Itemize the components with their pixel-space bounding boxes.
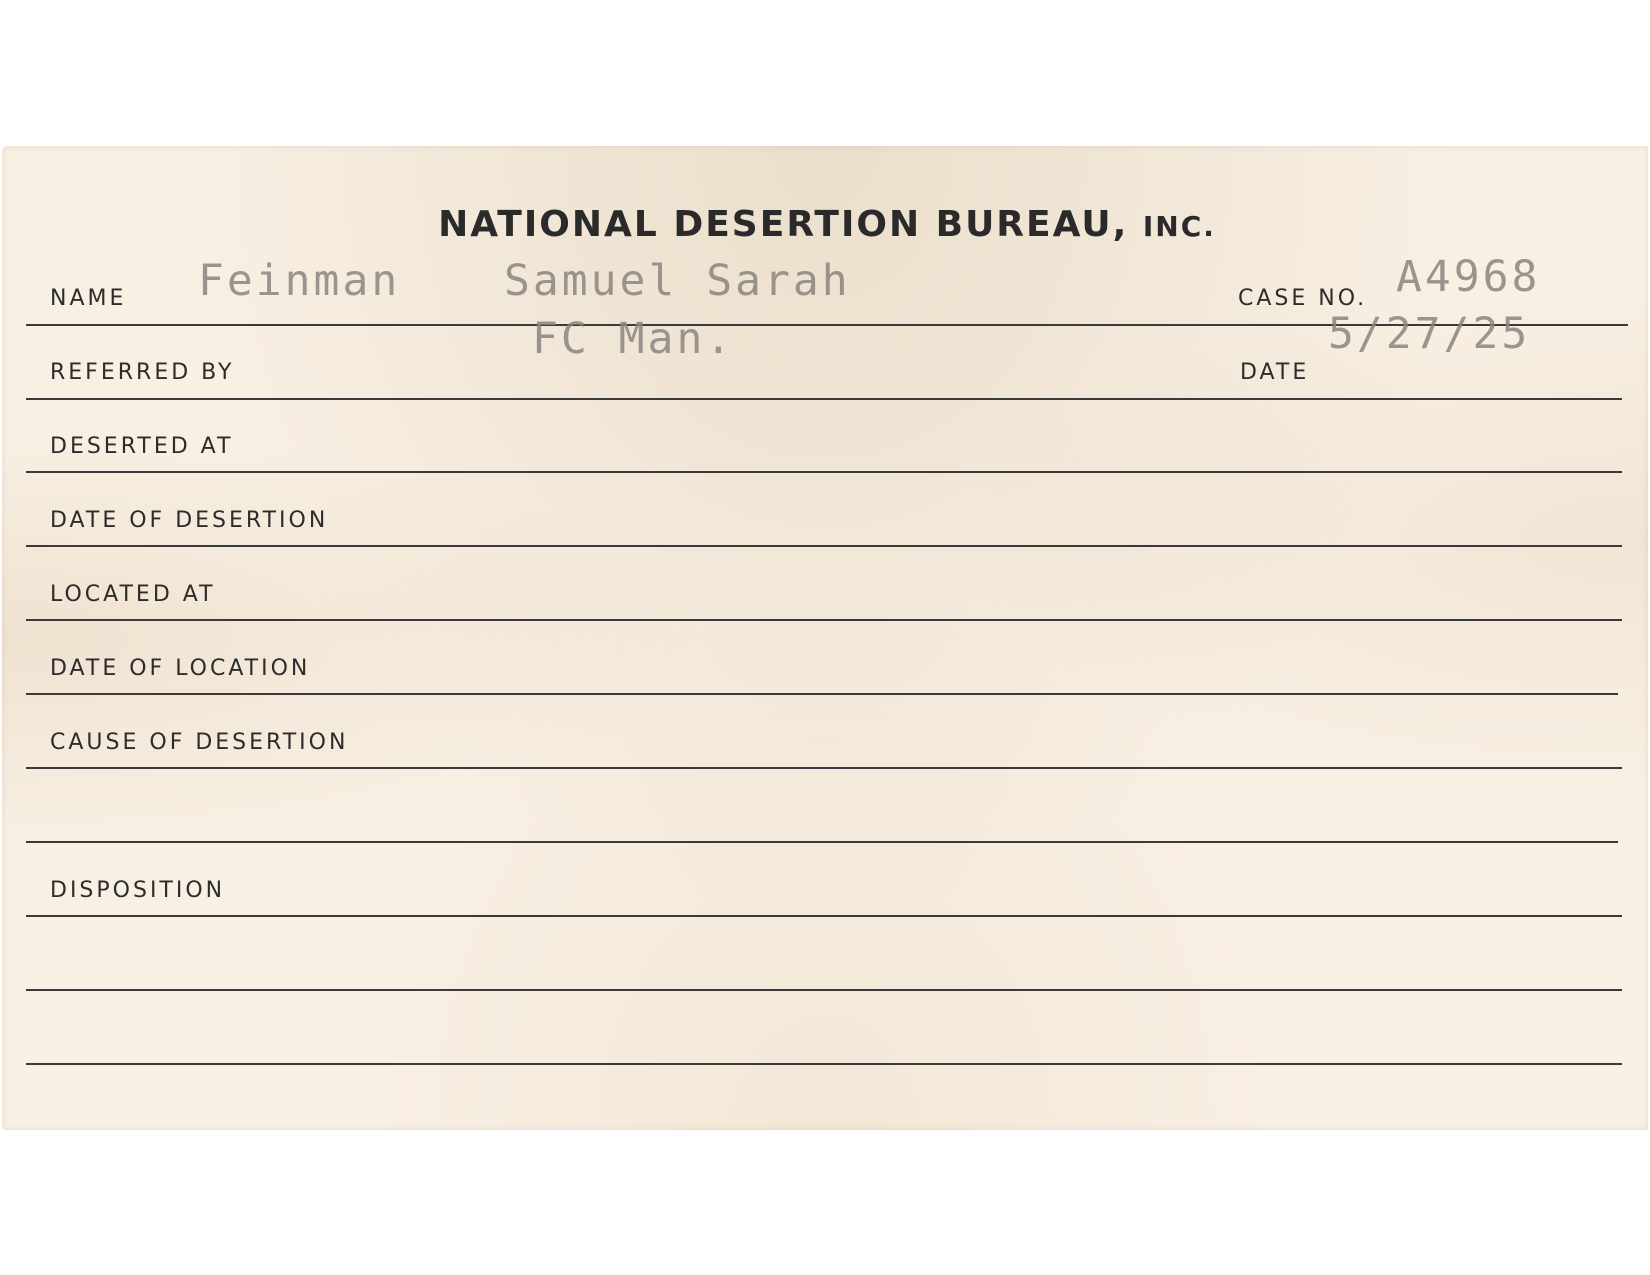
- card-title: [2, 204, 1650, 245]
- disposition-line-3: [26, 1063, 1622, 1065]
- name-surname-value: Feinman: [198, 256, 401, 306]
- date-of-desertion-label: DATE OF DESERTION: [50, 508, 329, 533]
- date-label: DATE: [1240, 360, 1310, 385]
- cause-of-desertion-label: CAUSE OF DESERTION: [50, 730, 349, 755]
- card-title-main: NATIONAL DESERTION BUREAU,: [438, 204, 1129, 245]
- date-of-location-label: DATE OF LOCATION: [50, 656, 311, 681]
- deserted-at-label: DESERTED AT: [50, 434, 234, 459]
- cause-of-desertion-line-2: [26, 841, 1618, 843]
- cause-of-desertion-line: [26, 767, 1622, 769]
- name-label: NAME: [50, 286, 127, 311]
- case-no-value: A4968: [1396, 252, 1541, 302]
- date-value: 5/27/25: [1328, 309, 1531, 359]
- case-no-label: CASE NO.: [1238, 286, 1368, 311]
- referred-by-line: [26, 398, 1622, 400]
- name-given-value: Samuel Sarah: [504, 256, 851, 306]
- disposition-label: DISPOSITION: [50, 878, 226, 903]
- referred-by-value: FC Man.: [532, 314, 735, 364]
- date-of-desertion-line: [26, 545, 1622, 547]
- date-of-location-line: [26, 693, 1618, 695]
- located-at-label: LOCATED AT: [50, 582, 216, 607]
- deserted-at-line: [26, 471, 1622, 473]
- card-title-inc: INC.: [1142, 210, 1216, 243]
- referred-by-label: REFERRED BY: [50, 360, 235, 385]
- located-at-line: [26, 619, 1622, 621]
- desertion-record-card: [2, 146, 1648, 1130]
- disposition-line: [26, 915, 1622, 917]
- disposition-line-2: [26, 989, 1622, 991]
